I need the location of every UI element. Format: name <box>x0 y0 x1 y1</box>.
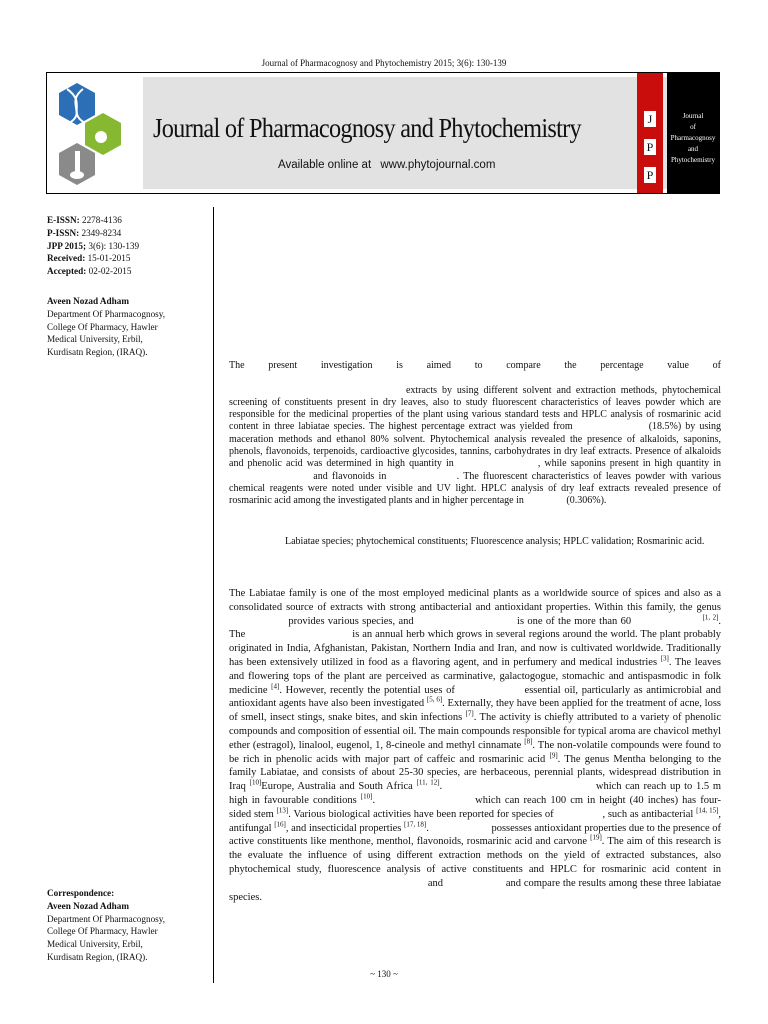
text-run: . <box>439 781 443 793</box>
banner-title-area <box>143 77 683 189</box>
page-number: ~ 130 ~ <box>370 969 398 979</box>
text-run: [19] <box>590 833 602 842</box>
column-divider <box>213 207 214 983</box>
text-run: [17, 18] <box>404 820 427 829</box>
text-run: [10] <box>360 792 373 801</box>
correspondence-affiliation: Department Of Pharmacognosy, <box>47 913 166 924</box>
text-run: is one of the more than 60 <box>517 615 632 627</box>
correspondence-label: Correspondence: <box>47 888 115 898</box>
text-run: essential oil, particularly as antimicrobial and antioxidant agents have also been investigated <box>229 684 722 710</box>
text-run: possesses antioxidant properties due to the presence of active constituents like menthone, menthol, flavonoids, rosmarinic acid and carvone <box>229 822 722 848</box>
text-run: [9] <box>549 751 558 760</box>
text-run: [1, 2] <box>702 613 719 622</box>
journal-title: Journal of Pharmacognosy and Phytochemistry <box>153 113 581 143</box>
author-affiliation: Medical University, Erbil, <box>47 334 143 345</box>
text-run: . However, recently the potential uses of <box>279 684 455 696</box>
badge-letter: J <box>644 111 656 127</box>
text-run: . Externally, they have been applied for the treatment of acne, loss of smell, insect stings, snake bites, and skin infections <box>229 698 721 724</box>
jpp-badge-text <box>667 73 719 193</box>
website-link[interactable]: www.phytojournal.com <box>380 159 496 171</box>
text-run: 15-01-2015 <box>87 253 131 264</box>
badge-word: Phytochemistry <box>671 156 715 164</box>
journal-logo-icon <box>51 79 139 189</box>
text-run: provides various species, and <box>288 615 414 627</box>
text-run: . <box>372 794 376 806</box>
author-affiliation: College Of Pharmacy, Hawler <box>47 321 158 332</box>
text-run: (0.306%). <box>566 495 607 507</box>
text-run: Labiatae species; phytochemical constituents; Fluorescence analysis; HPLC validation; Rosmarinic acid. <box>285 536 705 547</box>
jpp-badge <box>637 73 663 193</box>
text-run: . The <box>229 615 722 641</box>
text-run: Accepted: <box>47 266 87 277</box>
abstract-text <box>229 360 721 508</box>
text-run: [13] <box>276 806 289 815</box>
text-run: [10] <box>249 778 262 787</box>
correspondence-affiliation: College Of Pharmacy, Hawler <box>47 926 158 937</box>
text-run: JPP 2015; <box>47 240 87 251</box>
text-run: [11, 12] <box>416 778 440 787</box>
text-run: Europe, Australia and South Africa <box>261 781 413 793</box>
badge-letter: P <box>644 139 656 155</box>
correspondence-block <box>47 887 165 964</box>
text-run: extracts by using different solvent and extraction methods, phytochemical screening of constituents present in dry leaves, also to study fluorescent characteristics of leaves powder which are responsible for the medicinal properties of the plant using various standard tests and HPLC analysis of rosmarinic acid content in three labiatae species. The highest percentage extract was yielded from <box>229 384 721 433</box>
text-run: and flavonoids in <box>313 470 387 482</box>
text-run: . The fluorescent characteristics of leaves powder with various chemical reagents were noted under visible and UV light. HPLC analysis of dry leaf extracts revealed presence of rosmarinic acid among the investigated plants and in higher percentage in <box>229 470 721 507</box>
text-run: . Various biological activities have been reported for species of <box>288 808 554 820</box>
issn-line <box>47 227 139 240</box>
badge-letter: P <box>644 167 656 183</box>
correspondence-affiliation: Kurdisatn Region, (IRAQ). <box>47 951 148 962</box>
running-header: Journal of Pharmacognosy and Phytochemistry 2015; 3(6): 130-139 <box>261 58 507 68</box>
badge-word: Journal <box>682 112 704 120</box>
issn-block <box>47 214 139 278</box>
badge-word: Pharmacognosy <box>670 134 716 142</box>
text-run: 02-02-2015 <box>88 266 132 277</box>
text-run: which can reach 100 cm in height (40 inches) has four-sided stem <box>229 794 721 820</box>
text-run: . The aim of this research is the evaluate the influence of using different extraction methods on the yield of extracted substances, also phytochemical study, fluorescence analysis of active constituents and HPLC for rosmarinic acid content in <box>229 836 721 875</box>
issn-line <box>47 240 139 253</box>
text-run: , antifungal <box>229 808 722 834</box>
text-run: The present investigation is aimed to compare the percentage value of <box>229 360 721 371</box>
text-run: . The leaves and flowering tops of the plant are perceived as carminative, galactogogue, stomachic and antispasmodic in folk medicine <box>229 656 722 696</box>
text-run: [5, 6] <box>426 695 443 704</box>
text-run: [3] <box>660 654 669 663</box>
text-run: , while saponins present in high quantity in <box>537 458 722 470</box>
text-run: , and insecticidal properties <box>285 822 402 834</box>
text-run: and compare the results among these three labiatae species. <box>229 877 722 903</box>
text-run: and <box>427 877 444 889</box>
text-run: which can reach up to 1.5 m high in favourable conditions <box>229 781 722 806</box>
author-block <box>47 295 165 359</box>
issn-line <box>47 252 139 265</box>
text-run: E-ISSN: <box>47 215 80 225</box>
text-run: P-ISSN: <box>47 227 80 238</box>
text-run: 3(6): 130-139 <box>88 240 140 251</box>
text-run: is an annual herb which grows in several regions around the world. The plant probably originated in India, Afghanistan, Pakistan, Northern India and Iran, and now is cultivated worldwide. Traditionally has been extensively utilized in food as a flavoring agent, and in perfumery and medical industries <box>229 629 721 668</box>
text-gap <box>229 379 721 380</box>
text-run: [7] <box>465 709 474 718</box>
badge-word: of <box>690 123 696 131</box>
available-label: Available online at <box>278 159 372 171</box>
text-run: . The activity is chiefly attributed to a variety of phenolic compounds and composition of essential oil. The main compounds responsible for typical aroma are chavicol methyl ether (estragol), linalool, eugenol, 1, 8-cineole and methyl cinnamate <box>229 712 721 751</box>
text-run: . The genus Mentha belonging to the family Labiatae, and consists of about 25-30 species, are herbaceous, perennial plants, widespread distribution in Iraq <box>229 753 721 793</box>
text-run: , such as antibacterial <box>602 808 694 820</box>
text-run: The Labiatae family is one of the most employed medicinal plants as a worldwide source of spices and also as a consolidated source of extracts with strong antibacterial and antioxidant properties. Within this family, the genus <box>229 588 721 613</box>
text-run: [16] <box>274 820 286 829</box>
text-run: [14, 15] <box>696 806 719 815</box>
introduction-text <box>229 587 721 904</box>
author-affiliation: Department Of Pharmacognosy, <box>47 308 166 319</box>
text-run: . The non-volatile compounds were found to be rich in phenolic acids with major part of caffeic and rosmarinic acid <box>229 739 721 765</box>
text-run: . <box>426 822 429 834</box>
text-run: [8] <box>524 737 533 746</box>
correspondence-name: Aveen Nozad Adham <box>47 900 130 911</box>
journal-banner <box>46 72 720 194</box>
text-run: 2349-8234 <box>81 227 122 238</box>
issn-line <box>47 265 139 278</box>
text-run: [4] <box>271 682 280 691</box>
text-run: (18.5%) by using maceration methods and ethanol 80% solvent. Phytochemical analysis revealed the presence of alkaloids, saponins, phenols, flavonoids, terpenoids, cardioactive glycosides, tannins, carbohydrates in dry leaf extracts. Presence of alkaloids and phenolic acid was determined in high quantity in <box>229 421 722 470</box>
badge-word: and <box>687 145 699 153</box>
correspondence-affiliation: Medical University, Erbil, <box>47 939 143 950</box>
text-run: Received: <box>47 253 86 264</box>
text-run: 2278-4136 <box>81 215 122 225</box>
author-name: Aveen Nozad Adham <box>47 296 130 306</box>
availability-line <box>278 159 501 171</box>
author-affiliation: Kurdisatn Region, (IRAQ). <box>47 347 148 358</box>
keywords-text <box>229 536 721 548</box>
issn-line <box>47 214 139 227</box>
